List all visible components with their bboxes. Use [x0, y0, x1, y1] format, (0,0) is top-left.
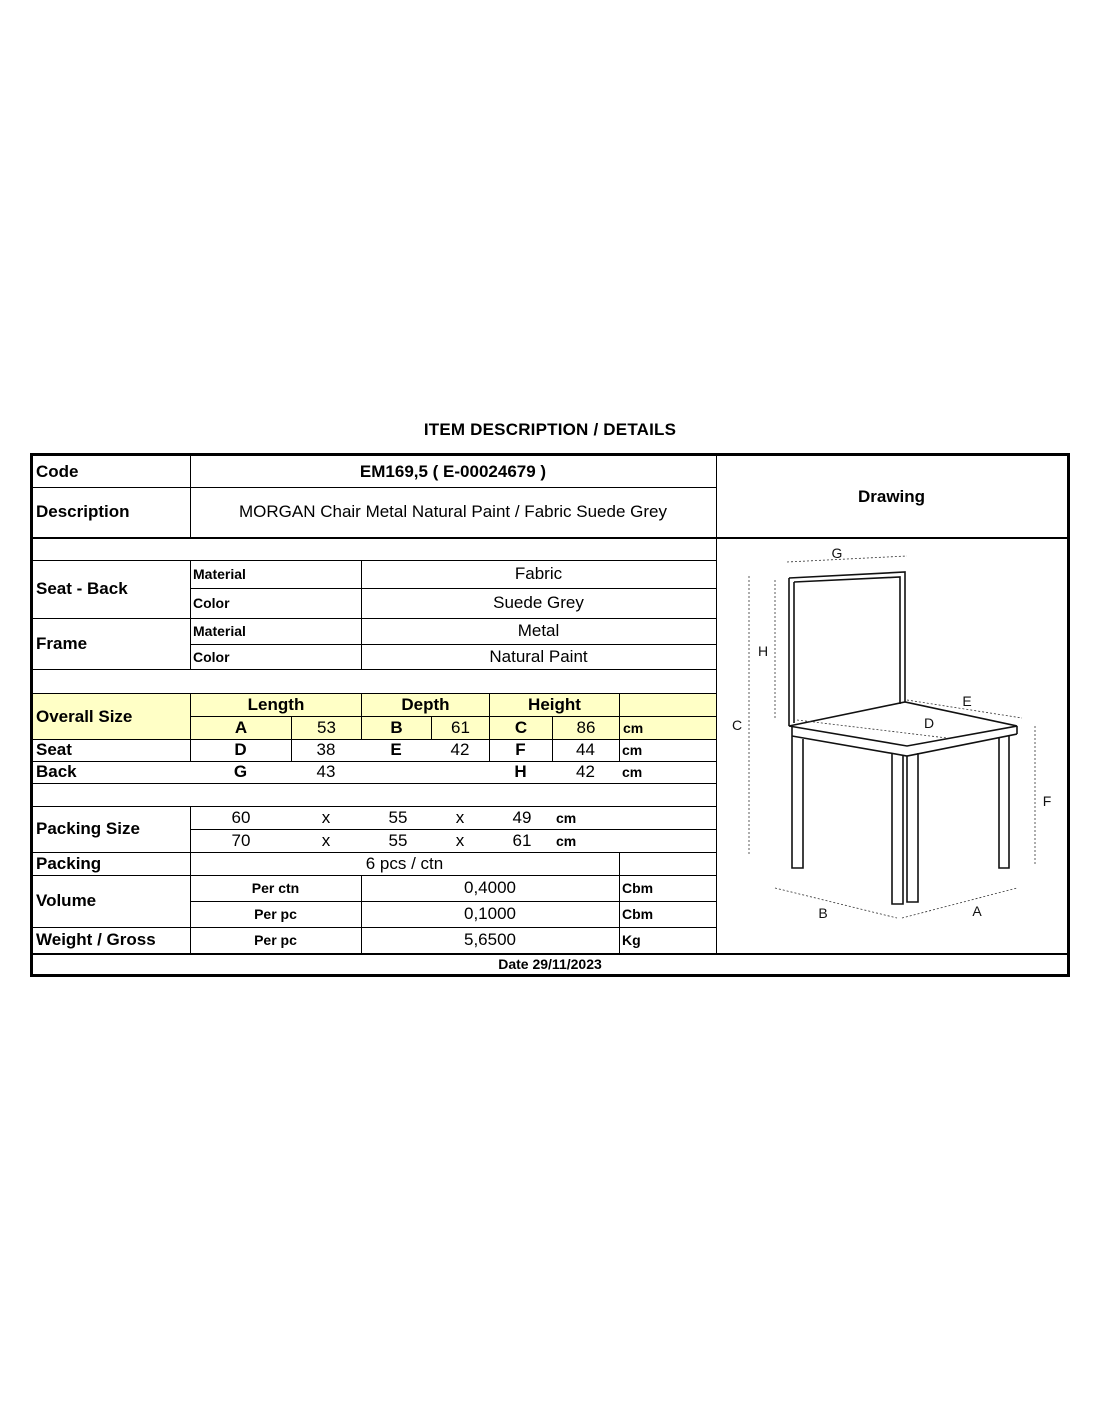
- weight-per-pc-label: Per pc: [254, 932, 297, 948]
- volume-per-pc-value: 0,1000: [464, 904, 516, 923]
- weight-label: Weight / Gross: [36, 930, 156, 949]
- frame-label: Frame: [36, 633, 88, 653]
- volume-per-ctn-unit: Cbm: [622, 880, 654, 896]
- frame-color-value: Natural Paint: [489, 646, 588, 666]
- seat-back-color-label: Color: [193, 595, 230, 611]
- dim-a-key: A: [191, 717, 291, 739]
- dim-b-key: B: [362, 717, 431, 739]
- volume-per-ctn-value: 0,4000: [464, 878, 516, 897]
- seat-dims-unit: cm: [622, 742, 643, 758]
- drawing-label-g: G: [831, 545, 843, 561]
- volume-per-ctn-label: Per ctn: [251, 880, 300, 896]
- drawing-label-h: H: [757, 643, 769, 659]
- back-dims-unit: cm: [622, 764, 643, 780]
- drawing-label-e: E: [962, 693, 972, 709]
- dim-c-key: C: [490, 717, 552, 739]
- weight-unit: Kg: [622, 932, 641, 948]
- page-title: ITEM DESCRIPTION / DETAILS: [423, 420, 677, 439]
- volume-per-pc-label: Per pc: [254, 906, 297, 922]
- packing-row1-x1: x: [321, 807, 331, 827]
- dim-b-value: 61: [432, 717, 489, 739]
- volume-label: Volume: [36, 891, 97, 910]
- weight-value: 5,6500: [464, 930, 516, 949]
- packing-row2-x1: x: [321, 830, 331, 850]
- back-dims-label: Back: [36, 762, 77, 781]
- depth-header: Depth: [362, 694, 489, 716]
- description-label: Description: [36, 502, 130, 521]
- packing-row1-height: 49: [512, 807, 532, 827]
- frame-material-label: Material: [193, 623, 246, 639]
- packing-row2-unit: cm: [556, 832, 577, 849]
- code-value: EM169,5 ( E-00024679 ): [359, 461, 547, 481]
- seat-dims-label: Seat: [36, 740, 72, 759]
- overall-size-unit: cm: [620, 717, 716, 739]
- drawing-label-f: F: [1042, 793, 1052, 809]
- frame-material-value: Metal: [517, 621, 560, 640]
- dim-f-key: F: [515, 740, 526, 759]
- seat-back-material-value: Fabric: [514, 564, 563, 583]
- dim-h-value: 42: [576, 762, 595, 781]
- item-details-sheet: [30, 453, 1070, 977]
- dim-d-value: 38: [316, 740, 336, 759]
- packing-row1-x2: x: [455, 807, 465, 827]
- drawing-label-a: A: [972, 903, 982, 919]
- packing-label: Packing: [36, 853, 102, 873]
- packing-row2-depth: 55: [388, 830, 408, 850]
- packing-row2-length: 70: [231, 830, 251, 850]
- drawing-label-c: C: [731, 717, 743, 733]
- overall-size-header-blank: [620, 694, 716, 716]
- code-label: Code: [36, 461, 79, 481]
- drawing-label-d: D: [923, 715, 935, 731]
- dim-e-value: 42: [450, 740, 470, 759]
- packing-row2-height: 61: [512, 830, 532, 850]
- dim-c-value: 86: [553, 717, 619, 739]
- packing-size-label: Packing Size: [36, 819, 140, 838]
- seat-back-material-label: Material: [193, 566, 246, 582]
- packing-row1-length: 60: [231, 807, 251, 827]
- dim-f-value: 44: [576, 740, 595, 759]
- date-stamp: Date 29/11/2023: [498, 955, 602, 972]
- dim-a-value: 53: [292, 717, 361, 739]
- dim-e-key: E: [390, 740, 402, 759]
- seat-back-color-value: Suede Grey: [493, 593, 584, 612]
- packing-row2-x2: x: [455, 830, 465, 850]
- height-header: Height: [490, 694, 619, 716]
- dim-g-key: G: [233, 762, 248, 781]
- packing-row1-depth: 55: [388, 807, 408, 827]
- overall-size-label: Overall Size: [33, 694, 190, 739]
- drawing-label-b: B: [818, 905, 828, 921]
- seat-back-label: Seat - Back: [36, 579, 128, 598]
- frame-color-label: Color: [193, 648, 230, 665]
- chair-drawing: [717, 538, 1067, 953]
- packing-row1-unit: cm: [556, 809, 577, 826]
- description-value: MORGAN Chair Metal Natural Paint / Fabric Suede Grey: [239, 502, 667, 521]
- volume-per-pc-unit: Cbm: [622, 906, 654, 922]
- packing-value: 6 pcs / ctn: [365, 853, 444, 873]
- dim-g-value: 43: [316, 762, 336, 781]
- dim-h-key: H: [514, 762, 527, 781]
- length-header: Length: [191, 694, 361, 716]
- drawing-label: Drawing: [857, 486, 926, 506]
- dim-d-key: D: [234, 740, 247, 759]
